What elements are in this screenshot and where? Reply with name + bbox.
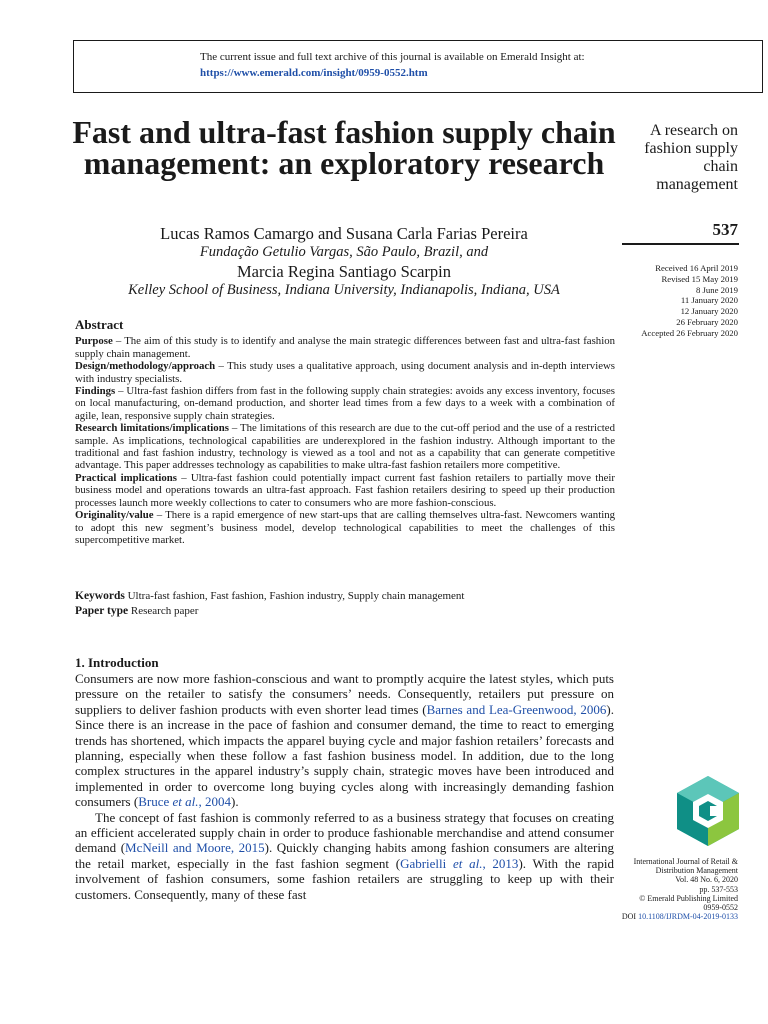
abstract-purpose <box>75 335 615 360</box>
notice-text-block <box>200 49 740 81</box>
citation-link[interactable]: Barnes and Lea-Greenwood, 2006 <box>426 701 607 717</box>
abstract-limitations <box>75 422 615 472</box>
section-heading-introduction: 1. Introduction <box>75 655 159 670</box>
body-text: Consumers are now more fashion-conscious and want to promptly acquire the latest styles, which puts pressure on the retailer to satisfy the consumers’ needs. Consequently, retailers put pressure on suppliers to deliver fashion products with even shorter lead times ( <box>75 671 614 717</box>
abstract-text: – Ultra-fast fashion differs from fast in the following supply chain strategies: avoids any excess inventory, focuses on local manufacturing, on-demand production, and shorter lead times from a few days to a week with a combination of agile, lean, responsive supply chain strategies. <box>75 385 615 422</box>
crossmark-logo-icon[interactable] <box>677 776 739 846</box>
abstract-label: Design/methodology/approach <box>75 360 216 373</box>
journal-publisher: © Emerald Publishing Limited <box>639 893 738 903</box>
doi-link[interactable]: 10.1108/IJRDM-04-2019-0133 <box>638 912 738 922</box>
keywords-text: Ultra-fast fashion, Fast fashion, Fashion industry, Supply chain management <box>124 590 465 602</box>
date-line: Accepted 26 February 2020 <box>641 327 738 338</box>
availability-notice <box>73 40 763 93</box>
journal-archive-link[interactable]: https://www.emerald.com/insight/0959-0552.htm <box>200 67 428 79</box>
notice-text: The current issue and full text archive of this journal is available on Emerald Insight at: <box>200 51 585 63</box>
body-text: ). <box>230 794 239 810</box>
journal-volume: Vol. 48 No. 6, 2020 <box>675 875 738 885</box>
citation-etal: et al. <box>453 855 483 871</box>
abstract-label: Purpose <box>75 335 113 348</box>
body-text: ). Since there is an increase in the pace of fashion and consumer demand, the time to react to emerging trends has shortened, which impacts the apparel buying cycle and major fashion retailers’ forecasts and planning, especially when these follow a fast fashion business model. In addition, due to the long complex structures in the apparel industry’s supply chain, strategic moves have been introduced and implemented in order to overcome long buying cycles along with increasingly demanding fashion consumers ( <box>75 701 614 810</box>
intro-paragraph-2 <box>75 810 614 902</box>
abstract-design <box>75 360 615 385</box>
body-text: The concept of fast fashion is commonly referred to as a business strategy that focuses on creating an efficient accelerated supply chain in order to produce fashionable merchandise and attend consumer demand ( <box>75 809 614 856</box>
author-block <box>70 224 618 300</box>
received-dates <box>610 263 738 339</box>
journal-name: International Journal of Retail & Distribution Management <box>633 857 738 876</box>
margin-rule <box>622 243 739 245</box>
citation-etal: et al. <box>172 794 199 810</box>
citation-author: Gabrielli <box>400 855 453 871</box>
journal-doi-line <box>615 912 738 921</box>
date-line: Revised 15 May 2019 <box>661 273 738 284</box>
journal-issn: 0959-0552 <box>703 903 738 913</box>
date-line: 11 January 2020 <box>680 295 738 306</box>
running-title: A research on fashion supply chain management <box>644 122 738 193</box>
abstract-heading: Abstract <box>75 317 124 332</box>
page-number: 537 <box>712 220 738 239</box>
doi-label: DOI <box>621 912 639 922</box>
abstract-text: – There is a rapid emergence of new start-ups that are calling themselves ultra-fast. Newcomers wanting to adopt this new segment’s business model, develop technological capabilities to meet the challenges of this supercompetitive market. <box>75 509 615 546</box>
citation-year: , 2013 <box>482 855 519 871</box>
paper-type-text: Research paper <box>128 605 199 617</box>
citation-year: , 2004 <box>198 794 231 810</box>
authors-line-2: Marcia Regina Santiago Scarpin <box>237 262 451 281</box>
date-line: Received 16 April 2019 <box>655 263 738 273</box>
paper-type-label: Paper type <box>75 605 129 617</box>
body-text: ). With the rapid involvement of fashion consumers, some fashion retailers are struggling to keep up with their customers. Consequently, many of these fast <box>75 855 615 902</box>
date-line: 12 January 2020 <box>680 306 738 317</box>
journal-pages: pp. 537-553 <box>699 884 738 894</box>
citation-link[interactable]: McNeill and Moore, 2015 <box>125 840 265 856</box>
intro-paragraph-1 <box>75 671 614 810</box>
abstract <box>75 319 615 546</box>
abstract-text: – The aim of this study is to identify and analyse the main strategic differences between fast and ultra-fast fashion supply chain management. <box>75 335 615 360</box>
abstract-text: – This study uses a qualitative approach, using document analysis and in-depth interviews with industry specialists. <box>75 360 615 385</box>
citation-link[interactable] <box>138 794 231 809</box>
abstract-label: Practical implications <box>75 471 177 484</box>
article-title: Fast and ultra-fast fashion supply chain management: an exploratory research <box>72 114 616 181</box>
abstract-practical <box>75 472 615 509</box>
abstract-findings <box>75 385 615 422</box>
affiliation-2: Kelley School of Business, Indiana University, Indianapolis, Indiana, USA <box>128 282 560 298</box>
introduction-body <box>75 671 614 902</box>
body-text: ). Quickly changing habits among fashion consumers are altering the retail market, especially in the fast fashion segment ( <box>75 840 614 871</box>
date-line: 26 February 2020 <box>676 316 738 327</box>
abstract-label: Findings <box>75 385 116 398</box>
abstract-label: Originality/value <box>75 509 154 522</box>
abstract-originality <box>75 509 615 546</box>
journal-info <box>615 857 738 921</box>
abstract-text: – Ultra-fast fashion could potentially impact current fast fashion retailers to partially move their business model and operations towards an ultra-fast approach. Fast fashion retailers desiring to speed up their production processes launch more weekly collections to cater to consumers who are more fashion-conscious. <box>75 471 616 509</box>
abstract-text: – The limitations of this research are due to the cut-off period and the use of a restricted sample. As implications, technological capabilities are underexplored in the fashion industry. Although important to the traditional and fast fashion industry, technology is viewed as a tool and not as a capability that can generate competitive advantage. This paper addresses technology as capabilities to make ultra-fast fashion retailers more competitive. <box>75 422 615 472</box>
affiliation-1: Fundação Getulio Vargas, São Paulo, Brazil, and <box>199 244 489 260</box>
keywords-block <box>75 589 615 619</box>
keywords-label: Keywords <box>75 590 125 602</box>
paper-type-line <box>75 604 615 619</box>
keywords-line <box>75 589 615 604</box>
citation-author: Bruce <box>138 794 173 810</box>
abstract-label: Research limitations/implications <box>75 422 229 435</box>
authors-line-1: Lucas Ramos Camargo and Susana Carla Farias Pereira <box>160 224 528 243</box>
citation-link[interactable] <box>400 856 518 871</box>
date-line: 8 June 2019 <box>696 284 738 295</box>
